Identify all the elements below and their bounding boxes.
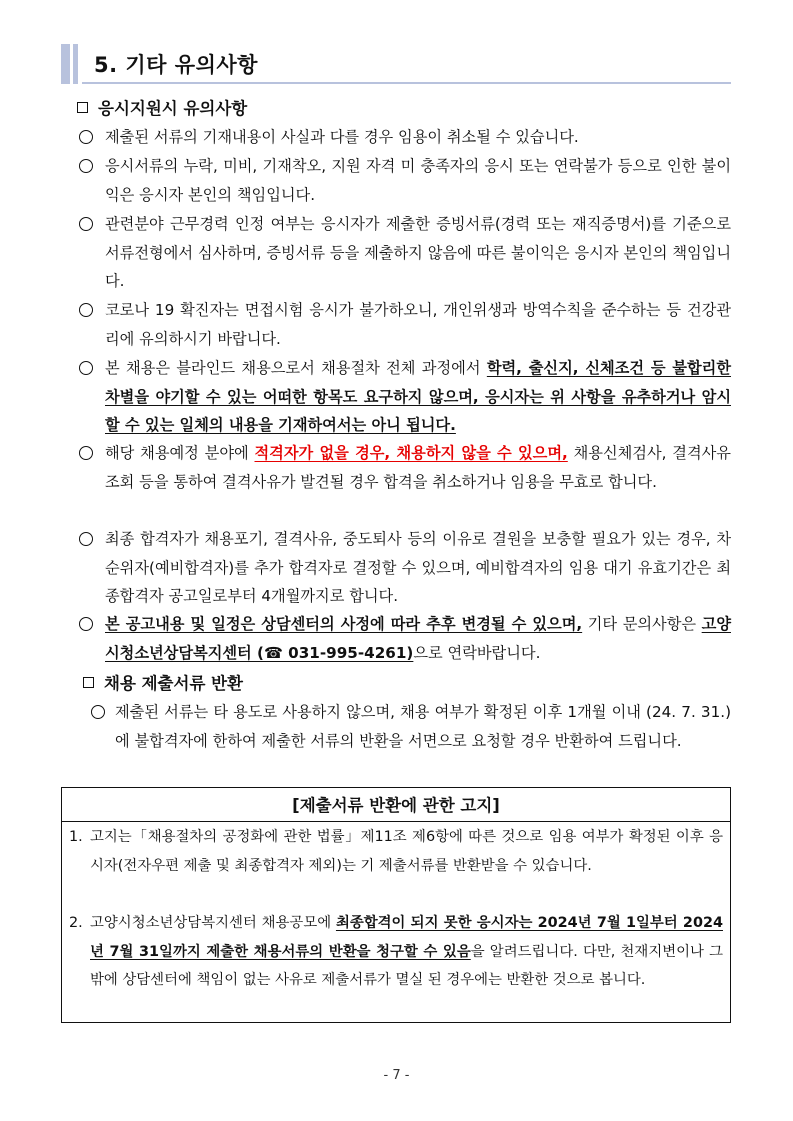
list-item — [76, 152, 731, 209]
square-bullet-icon — [83, 677, 94, 688]
notice-item-text — [90, 909, 723, 995]
circle-bullet-icon — [79, 303, 93, 317]
circle-bullet-icon — [79, 361, 93, 375]
item-text-red-emphasis: 적격자가 없을 경우, 채용하지 않을 수 있으며, — [254, 444, 568, 462]
item-text — [105, 610, 731, 667]
notice-box — [61, 787, 731, 1023]
list-item — [76, 296, 731, 353]
item-text-plain: 채용신체검사, 결격사유 조회 등을 통하여 결격사유가 발견될 경우 합격을 취소하거나 임용을 무효로 합니다. — [105, 444, 731, 491]
contact-info: 고양시청소년상담복지센터 (☎ 031-995-4261) — [105, 615, 731, 662]
item-text-emphasis: 학력, 출신지, 신체조건 등 불합리한 차별을 야기할 수 있는 어떠한 항목도 요구하지 않으며, 응시자는 위 사항을 유추하거나 암시할 수 있는 일체의 내용을 기재하여서는 아니 됩니다. — [105, 359, 731, 435]
item-text: 응시서류의 누락, 미비, 기재착오, 지원 자격 미 충족자의 응시 또는 연락불가 등으로 인한 불이익은 응시자 본인의 책임입니다. — [105, 157, 731, 204]
item-text: 최종 합격자가 채용포기, 결격사유, 중도퇴사 등의 이유로 결원을 보충할 필요가 있는 경우, 차순위자(예비합격자)를 추가 합격자로 결정할 수 있으며, 예비합격자의 임용 대기 유효기간은 최종합격자 공고일로부터 4개월까지로 합니다. — [105, 530, 731, 606]
list-item — [76, 210, 731, 296]
notice-title: [제출서류 반환에 관한 고지] — [292, 796, 500, 815]
circle-bullet-icon — [79, 532, 93, 546]
subheading-application-notes — [77, 95, 247, 119]
notice-text-emphasis: 최종합격이 되지 못한 응시자는 2024년 7월 1일부터 2024년 7월 31일까지 제출한 채용서류의 반환을 청구할 수 있음 — [90, 915, 723, 960]
list-item — [76, 525, 731, 611]
circle-bullet-icon — [79, 446, 93, 460]
notice-item-number: 1. — [69, 829, 83, 845]
item-text: 관련분야 근무경력 인정 여부는 응시자가 제출한 증빙서류(경력 또는 재직증명서)를 기준으로 서류전형에서 심사하며, 증빙서류 등을 제출하지 않음에 따른 불이익은 응시자 본인의 책임입니다. — [105, 215, 731, 291]
item-text: 코로나 19 확진자는 면접시험 응시가 불가하오니, 개인위생과 방역수칙을 준수하는 등 건강관리에 유의하시기 바랍니다. — [105, 301, 731, 348]
notice-text-plain: 을 알려드립니다. 다만, 천재지변이나 그 밖에 상담센터에 책임이 없는 사유로 제출서류가 멸실 된 경우에는 반환한 것으로 봅니다. — [90, 943, 723, 988]
circle-bullet-icon — [91, 705, 105, 719]
circle-bullet-icon — [79, 130, 93, 144]
header-underline — [82, 82, 731, 84]
header-accent-bar — [61, 44, 70, 84]
subheading-return-docs — [83, 670, 243, 694]
circle-bullet-icon — [79, 617, 93, 631]
list-item — [88, 698, 731, 755]
square-bullet-icon — [77, 102, 88, 113]
item-text — [105, 439, 731, 496]
notice-divider — [62, 821, 730, 822]
page-number: - 7 - — [383, 1068, 410, 1083]
notice-item-text: 고지는「채용절차의 공정화에 관한 법률」제11조 제6항에 따른 것으로 임용 여부가 확정된 이후 응시자(전자우편 제출 및 최종합격자 제외)는 기 제출서류를 반환받을 수 있습니다. — [90, 829, 723, 874]
section-header — [61, 44, 731, 86]
list-item — [76, 439, 731, 496]
notice-text-plain: 고양시청소년상담복지센터 채용공모에 — [90, 915, 336, 931]
item-text-plain: 본 채용은 블라인드 채용으로서 채용절차 전체 과정에서 — [105, 359, 487, 377]
item-text — [105, 354, 731, 440]
notice-item — [69, 909, 723, 995]
circle-bullet-icon — [79, 159, 93, 173]
header-accent-bar-thin — [73, 44, 78, 84]
notice-item-number: 2. — [69, 915, 83, 931]
list-item — [76, 123, 731, 152]
list-item — [76, 610, 731, 667]
subheading-text: 채용 제출서류 반환 — [104, 674, 244, 693]
item-text-plain: 으로 연락바랍니다. — [413, 643, 541, 662]
item-text-plain: 기타 문의사항은 — [582, 615, 702, 633]
item-text-plain: 해당 채용예정 분야에 — [105, 444, 255, 462]
item-text-emphasis: 본 공고내용 및 일정은 상담센터의 사정에 따라 추후 변경될 수 있으며, — [105, 615, 583, 633]
notice-item — [69, 823, 723, 880]
subheading-text: 응시지원시 유의사항 — [98, 99, 248, 118]
item-text: 제출된 서류는 타 용도로 사용하지 않으며, 채용 여부가 확정된 이후 1개월 이내 (24. 7. 31.)에 불합격자에 한하여 제출한 서류의 반환을 서면으로 요청할 경우 반환하여 드립니다. — [115, 703, 731, 750]
section-title: 5. 기타 유의사항 — [94, 53, 258, 77]
circle-bullet-icon — [79, 217, 93, 231]
item-text: 제출된 서류의 기재내용이 사실과 다를 경우 임용이 취소될 수 있습니다. — [105, 128, 579, 146]
list-item — [76, 354, 731, 440]
